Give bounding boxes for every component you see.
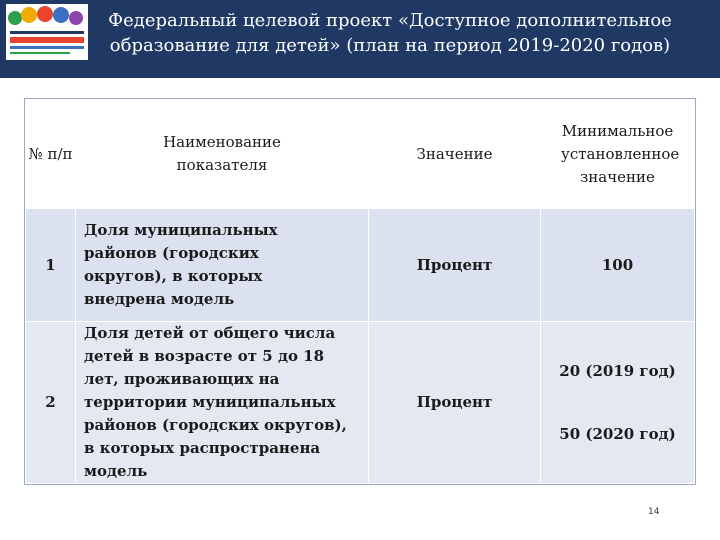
header-name: Наименование показателя bbox=[76, 100, 369, 209]
table-header-row bbox=[26, 100, 695, 209]
row-value: Процент bbox=[369, 322, 541, 484]
min-value: 20 (2019 год) bbox=[559, 361, 676, 380]
slide-header bbox=[0, 0, 720, 78]
table-row bbox=[26, 322, 695, 484]
row-name: Доля детей от общего числа детей в возрасте от 5 до 18 лет, проживающих на территории муниципальных районов (городских округов), в которых распространена модель bbox=[76, 322, 369, 484]
row-num: 2 bbox=[26, 322, 76, 484]
regional-center-logo-icon bbox=[6, 4, 88, 60]
header-num: № п/п bbox=[26, 100, 76, 209]
row-num: 1 bbox=[26, 209, 76, 322]
min-value: 100 bbox=[601, 255, 634, 274]
page-number: 14 bbox=[648, 507, 660, 517]
row-name: Доля муниципальных районов (городских округов), в которых внедрена модель bbox=[76, 209, 369, 322]
row-min bbox=[541, 322, 695, 484]
table-row bbox=[26, 209, 695, 322]
slide-title: Федеральный целевой проект «Доступное дополнительное образование для детей» (план на период 2019-2020 годов) bbox=[108, 10, 672, 56]
row-min bbox=[541, 209, 695, 322]
header-value: Значение bbox=[369, 100, 541, 209]
header-min: Минимальное установленное значение bbox=[541, 100, 695, 209]
row-value: Процент bbox=[369, 209, 541, 322]
indicator-table bbox=[25, 99, 695, 484]
min-value: 50 (2020 год) bbox=[559, 424, 676, 443]
